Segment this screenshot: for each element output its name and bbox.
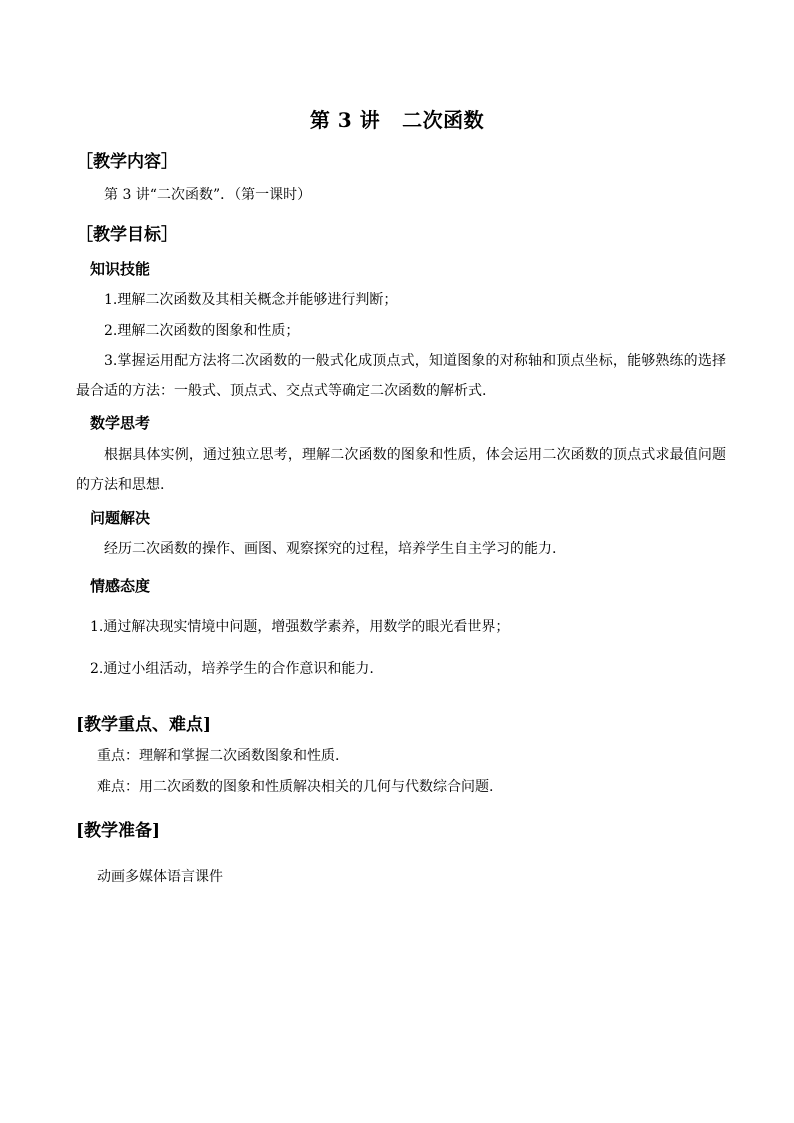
title-topic: 二次函数 xyxy=(402,108,485,132)
section-heading-keypoints: [教学重点、难点] xyxy=(76,715,212,735)
knowledge-item-3: 3.掌握运用配方法将二次函数的一般式化成顶点式，知道图象的对称轴和顶点坐标，能够熟练的选择最合适的方法：一般式、顶点式、交点式等确定二次函数的解析式. xyxy=(76,353,726,399)
preparation-text: 动画多媒体语言课件 xyxy=(97,869,223,885)
thinking-text: 根据具体实例，通过独立思考，理解二次函数的图象和性质，体会运用二次函数的顶点式求最值问题的方法和思想. xyxy=(76,447,726,493)
title-lecture: 第 3 讲 xyxy=(309,108,381,132)
subheading-emotion: 情感态度 xyxy=(90,577,151,595)
knowledge-item-1: 1.理解二次函数及其相关概念并能够进行判断； xyxy=(104,292,398,308)
problem-text: 经历二次函数的操作、画图、观察探究的过程，培养学生自主学习的能力. xyxy=(104,541,557,557)
subheading-problem: 问题解决 xyxy=(90,509,151,527)
section-heading-preparation: [教学准备] xyxy=(76,821,161,841)
content-text: 第 3 讲“二次函数”．（第一课时） xyxy=(104,187,312,203)
section-heading-content: ［教学内容］ xyxy=(76,152,178,172)
emotion-item-2: 2.通过小组活动，培养学生的合作意识和能力. xyxy=(90,661,374,677)
subheading-knowledge: 知识技能 xyxy=(90,260,151,278)
difficulty-text: 难点：用二次函数的图象和性质解决相关的几何与代数综合问题. xyxy=(97,779,494,795)
knowledge-item-2: 2.理解二次函数的图象和性质； xyxy=(104,323,300,339)
emotion-item-1: 1.通过解决现实情境中问题，增强数学素养，用数学的眼光看世界； xyxy=(90,619,510,635)
subheading-thinking: 数学思考 xyxy=(90,414,151,432)
page-title xyxy=(0,104,794,133)
keypoint-text: 重点：理解和掌握二次函数图象和性质. xyxy=(97,748,340,764)
section-heading-goals: ［教学目标］ xyxy=(76,225,178,245)
